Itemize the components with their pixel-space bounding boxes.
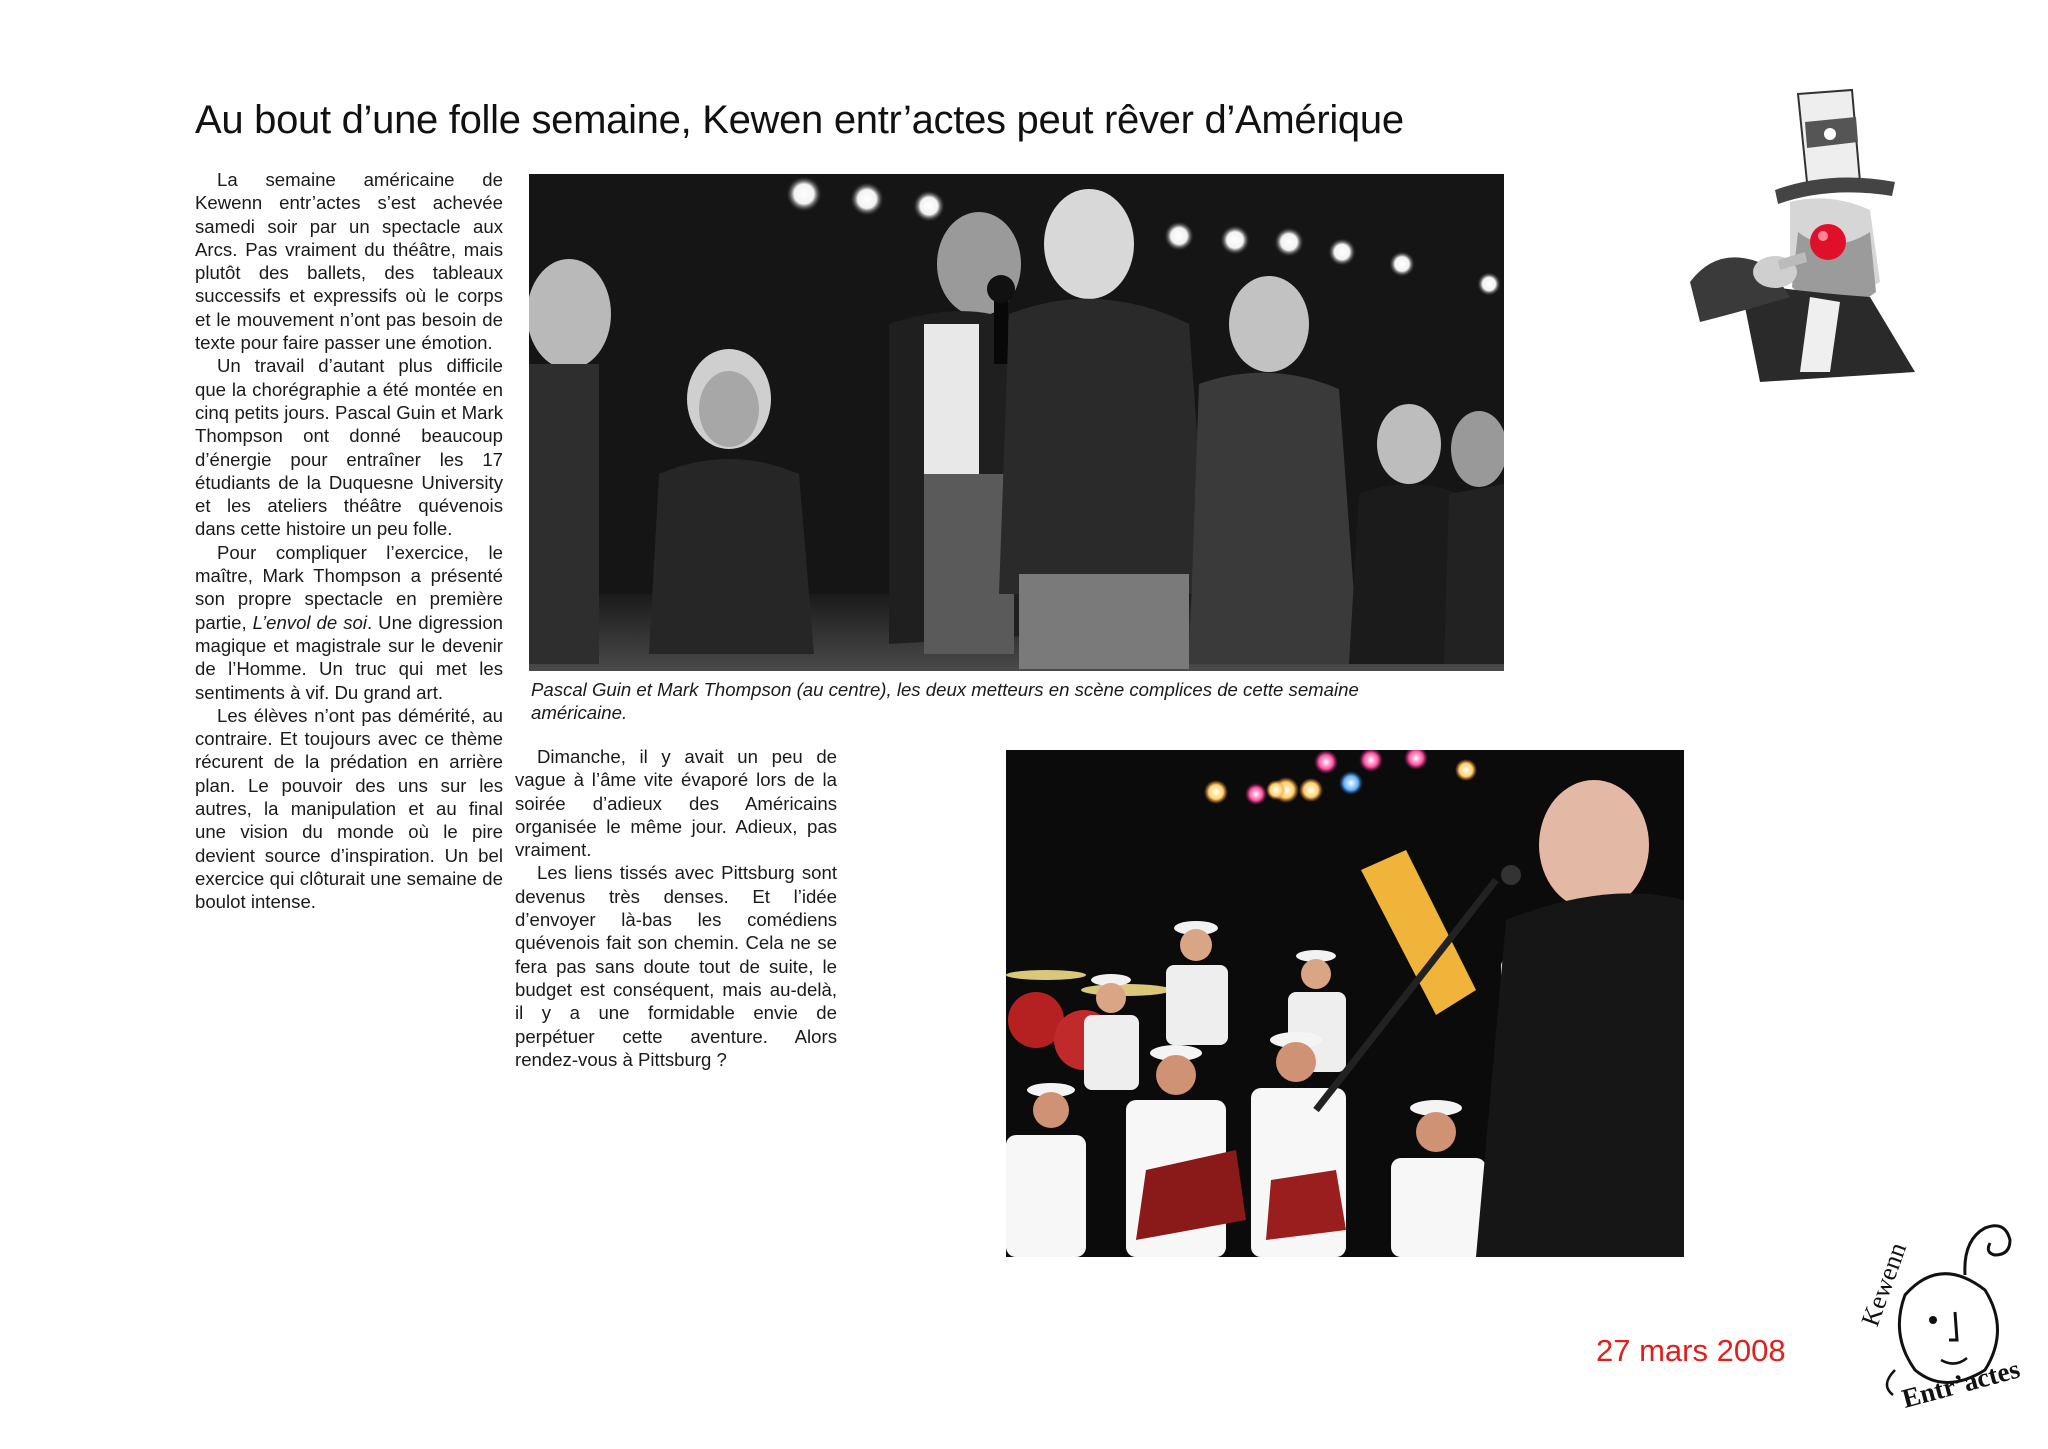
paragraph: Dimanche, il y avait un peu de vague à l’âme vite évaporé lors de la soirée d’adieux des Américains organisée le même jour. Adieux, pas vraiment. [515, 746, 837, 861]
svg-text:Kewenn: Kewenn [1855, 1238, 1913, 1331]
kewenn-entractes-logo [1845, 1200, 2025, 1440]
publication-date: 27 mars 2008 [1596, 1333, 1786, 1368]
stage-photo-directors [529, 174, 1504, 671]
paragraph: Pour compliquer l’exercice, le maître, Mark Thompson a présenté son propre spectacle en première partie, L’envol de soi. Une digression magique et magistrale sur le devenir de l’Homme. Un truc qui met les sentiments à vif. Du grand art. [195, 541, 503, 703]
uncle-sam-clown-illustration [1680, 82, 1920, 382]
article-column-1 [195, 168, 503, 914]
paragraph: Un travail d’autant plus difficile que la chorégraphie a été montée en cinq petits jours. Pascal Guin et Mark Thompson ont donné beaucoup d’énergie pour entraîner les 17 étudiants de la Duquesne University et les ateliers théâtre quévenois dans cette histoire un peu folle. [195, 355, 503, 540]
photo-caption: Pascal Guin et Mark Thompson (au centre), les deux metteurs en scène complices de cette semaine américaine. [531, 679, 1359, 723]
paragraph: Les élèves n’ont pas démérité, au contraire. Et toujours avec ce thème récurent de la prédation en arrière plan. Le pouvoir des uns sur les autres, la manipulation et au final une vision du monde où le pire devient source d’inspiration. Un bel exercice qui clôturait une semaine de boulot intense. [195, 704, 503, 913]
clown-nose [1810, 224, 1846, 260]
show-title: L’envol de soi [252, 611, 367, 633]
svg-text:Entr’actes: Entr’actes [1898, 1353, 2023, 1414]
paragraph: Les liens tissés avec Pittsburg sont devenus très denses. Et l’idée d’envoyer là-bas les comédiens quévenois fait son chemin. Cela ne se fera pas sans doute tout de suite, le budget est conséquent, mais au-delà, il y a une formidable envie de perpétuer cette aventure. Alors rendez-vous à Pittsburg ? [515, 862, 837, 1070]
article-headline: Au bout d’une folle semaine, Kewen entr’actes peut rêver d’Amérique [195, 98, 1404, 142]
concert-photo-sailors [1006, 750, 1684, 1257]
paragraph: La semaine américaine de Kewenn entr’actes s’est achevée samedi soir par un spectacle aux Arcs. Pas vraiment du théâtre, mais plutôt des ballets, des tableaux successifs et expressifs où le corps et le mouvement n’ont pas besoin de texte pour faire passer une émotion. [195, 169, 503, 354]
article-column-2 [515, 745, 837, 1071]
